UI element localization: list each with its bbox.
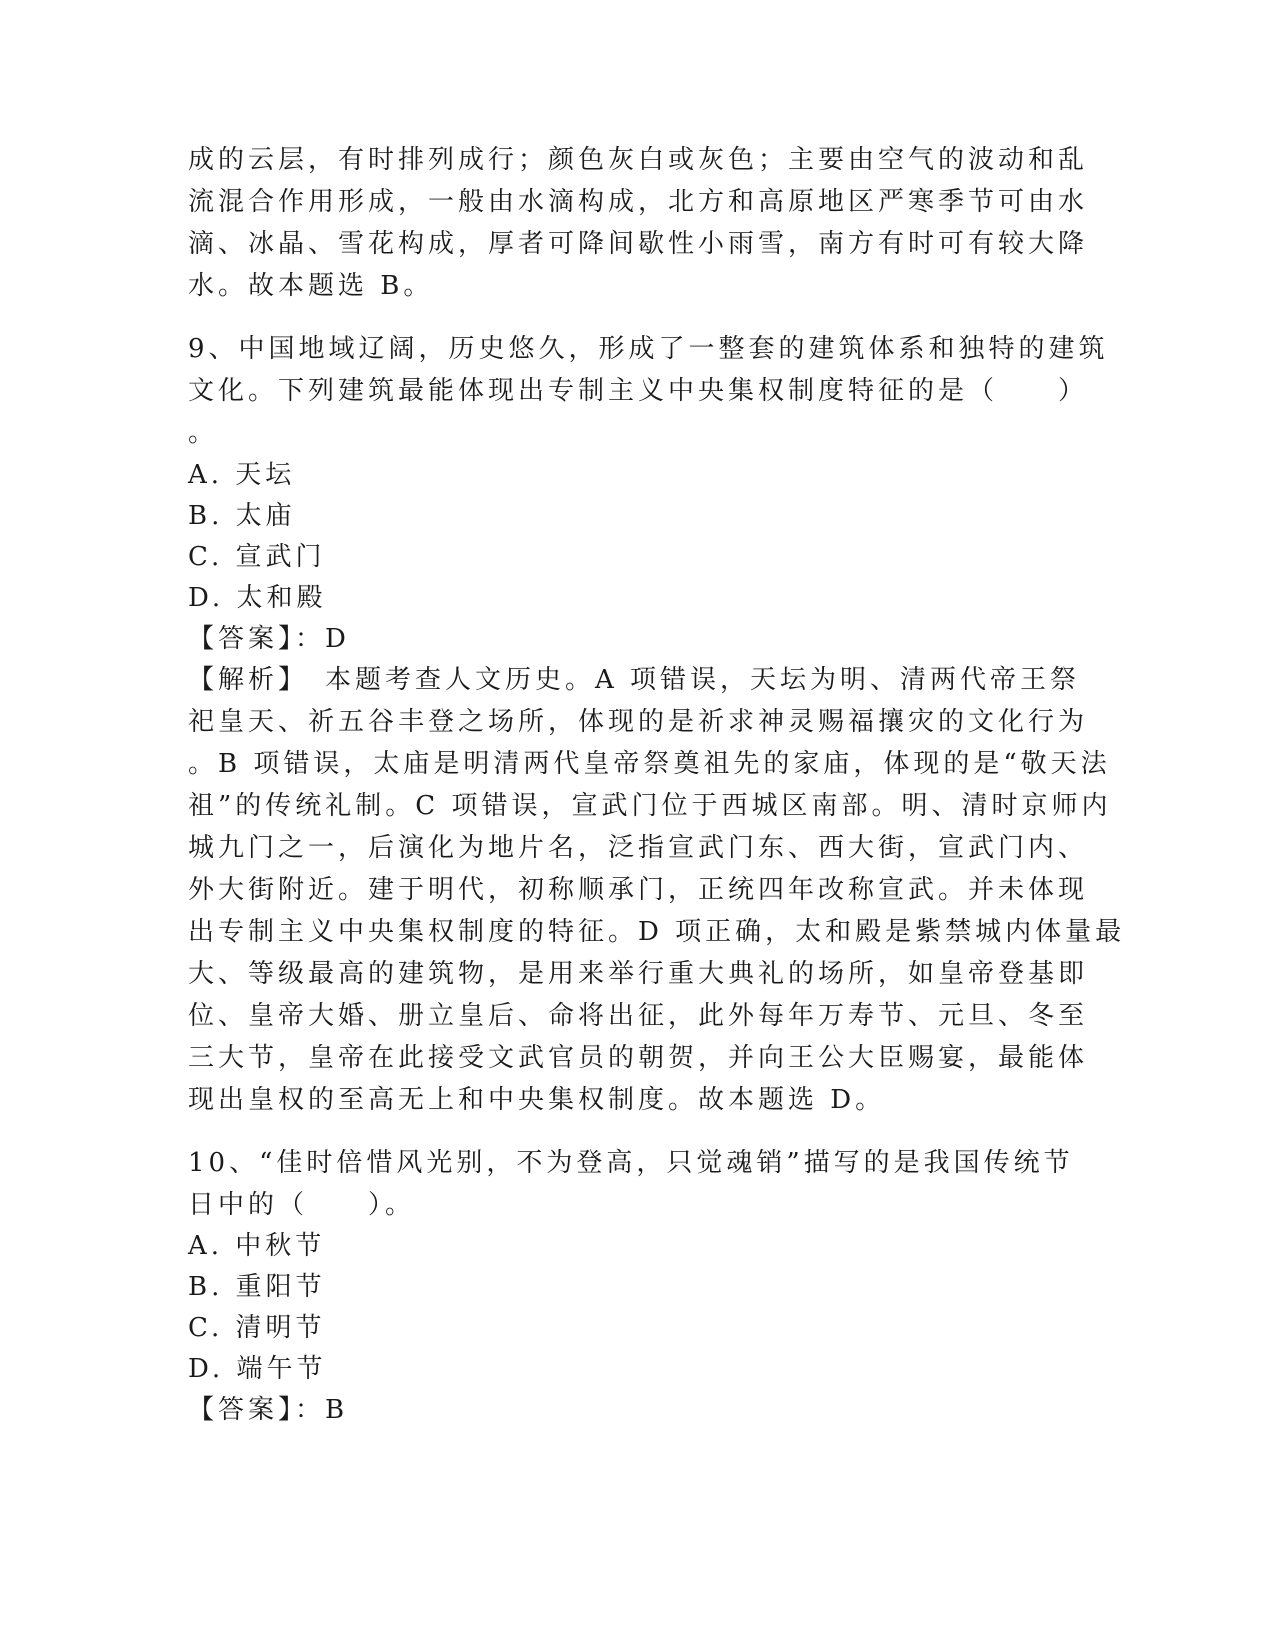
question-10-option-d: D. 端午节 [188, 1354, 327, 1384]
question-10-answer: 【答案】：B [188, 1395, 349, 1425]
question-9-analysis-line: 祖”的传统礼制。C 项错误，宣武门位于西城区南部。明、清时京师内 [188, 791, 1112, 821]
question-9-analysis-line: 城九门之一，后演化为地片名，泛指宣武门东、西大街，宣武门内、 [188, 833, 1089, 863]
question-9-analysis-line: 。B 项错误，太庙是明清两代皇帝祭奠祖先的家庙，体现的是“敬天法 [188, 749, 1111, 779]
question-10-stem-line: 日中的（ ）。 [188, 1190, 416, 1220]
question-9-analysis-line: 大、等级最高的建筑物，是用来举行重大典礼的场所，如皇帝登基即 [188, 959, 1089, 989]
question-9-analysis-line: 祀皇天、祈五谷丰登之场所，体现的是祈求神灵赐福攘灾的文化行为 [188, 707, 1089, 737]
question-9-answer: 【答案】：D [188, 624, 350, 654]
question-9-option-d: D. 太和殿 [188, 583, 327, 613]
question-9-analysis-line: 位、皇帝大婚、册立皇后、命将出征，此外每年万寿节、元旦、冬至 [188, 1001, 1089, 1031]
question-10-option-b: B. 重阳节 [188, 1272, 326, 1302]
prev-explanation-line: 成的云层，有时排列成行；颜色灰白或灰色；主要由空气的波动和乱 [188, 145, 1089, 175]
question-9-stem-line: 。 [188, 418, 219, 448]
question-9-analysis-line: 出专制主义中央集权制度的特征。D 项正确，太和殿是紫禁城内体量最 [188, 917, 1126, 947]
question-9-option-c: C. 宣武门 [188, 542, 326, 572]
prev-explanation-line: 流混合作用形成，一般由水滴构成，北方和高原地区严寒季节可由水 [188, 187, 1089, 217]
prev-explanation-line: 滴、冰晶、雪花构成，厚者可降间歇性小雨雪，南方有时可有较大降 [188, 229, 1089, 259]
question-9-analysis-line: 【解析】 本题考查人文历史。A 项错误，天坛为明、清两代帝王祭 [188, 665, 1081, 695]
question-10-option-c: C. 清明节 [188, 1313, 326, 1343]
question-10-stem-line: 10、“佳时倍惜风光别，不为登高，只觉魂销”描写的是我国传统节 [188, 1148, 1074, 1178]
question-9-analysis-line: 外大街附近。建于明代，初称顺承门，正统四年改称宣武。并未体现 [188, 875, 1089, 905]
question-9-option-a: A. 天坛 [188, 460, 296, 490]
question-9-stem-line: 9、中国地域辽阔，历史悠久，形成了一整套的建筑体系和独特的建筑 [188, 334, 1109, 364]
question-9-stem-line: 文化。下列建筑最能体现出专制主义中央集权制度特征的是（ ） [188, 376, 1089, 406]
question-9-analysis-line: 三大节，皇帝在此接受文武官员的朝贺，并向王公大臣赐宴，最能体 [188, 1043, 1089, 1073]
question-10-option-a: A. 中秋节 [188, 1231, 326, 1261]
question-9-option-b: B. 太庙 [188, 501, 296, 531]
prev-explanation-line: 水。故本题选 B。 [188, 271, 434, 301]
question-9-analysis-line: 现出皇权的至高无上和中央集权制度。故本题选 D。 [188, 1085, 886, 1115]
